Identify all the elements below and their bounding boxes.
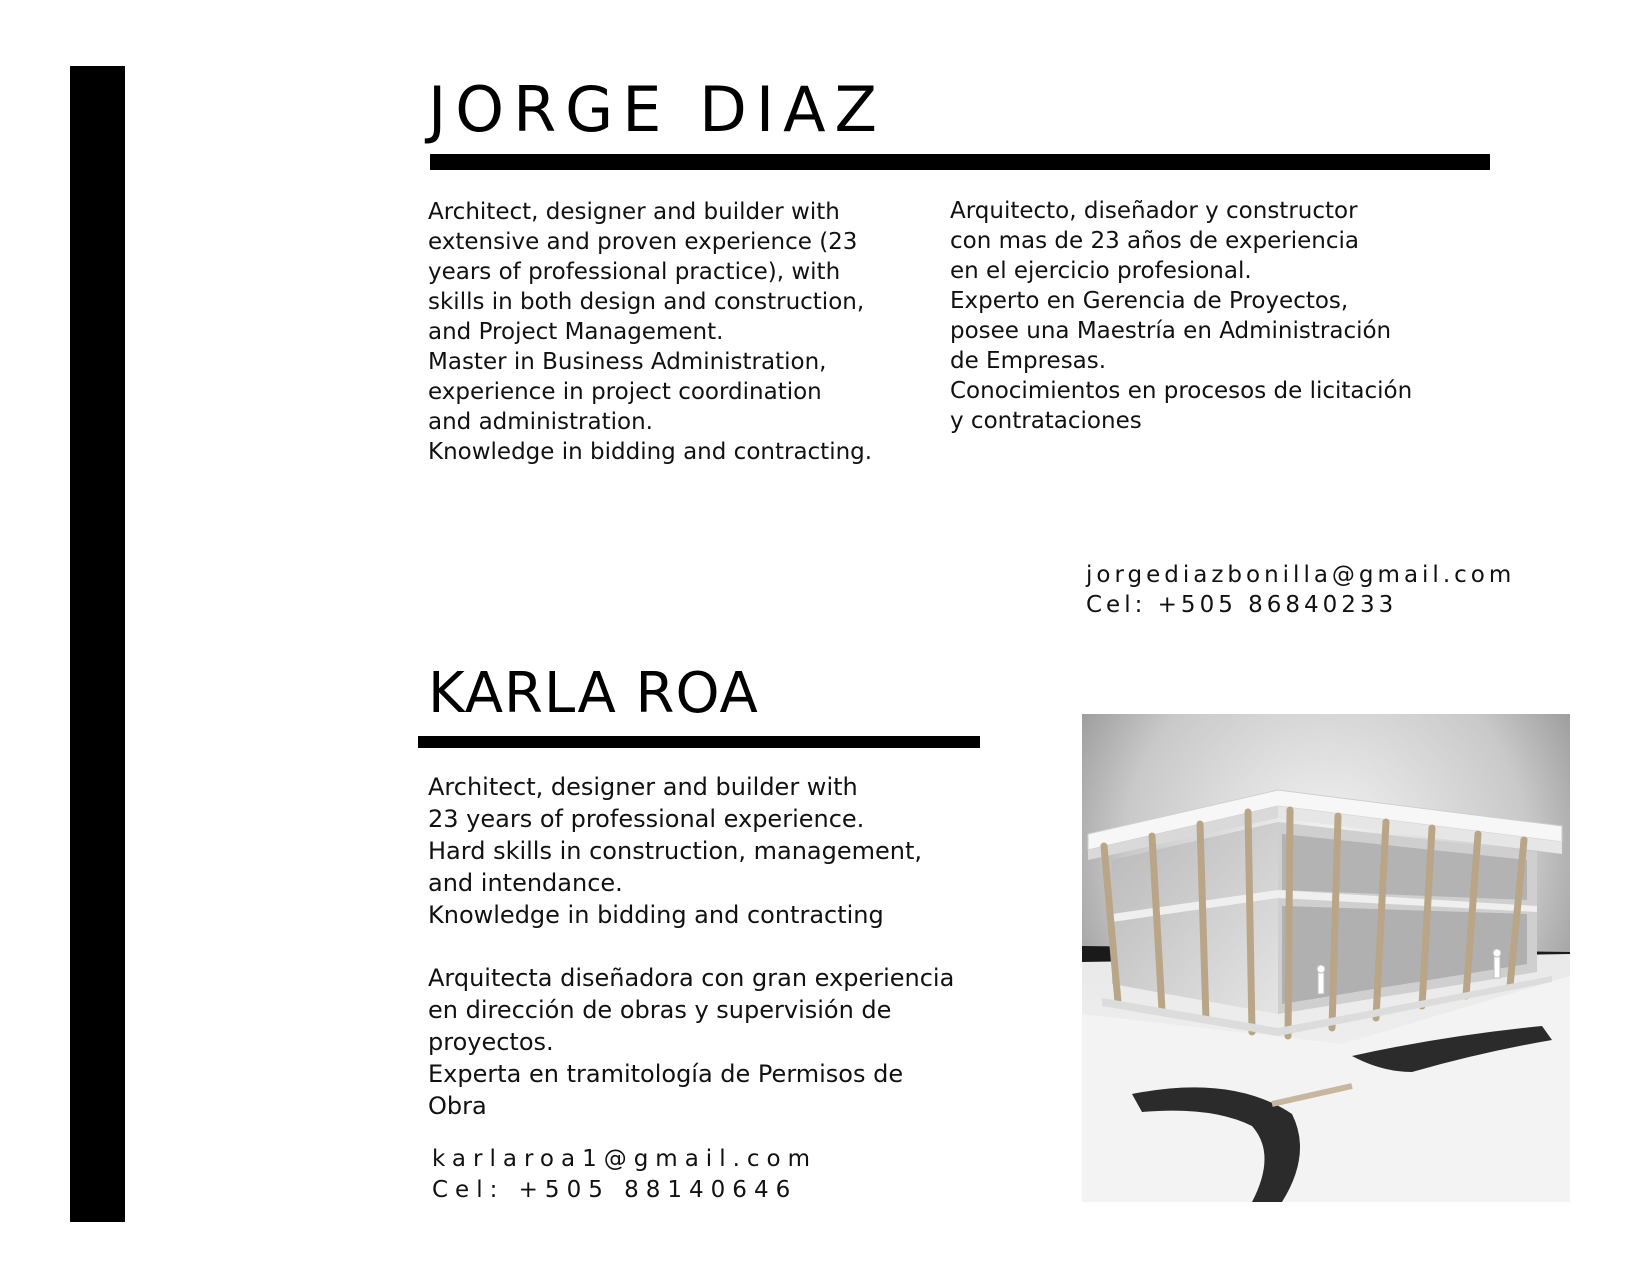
person1-bio-en [428, 197, 872, 467]
bio-line: en dirección de obras y supervisión de [428, 996, 892, 1024]
person2-phone: Cel: +505 88140646 [432, 1177, 798, 1203]
person1-email[interactable]: jorgediazbonilla@gmail.com [1086, 562, 1516, 588]
bio-line: proyectos. [428, 1028, 554, 1056]
bio-line: Arquitecto, diseñador y constructor [950, 198, 1358, 224]
bio-line: and intendance. [428, 869, 623, 897]
left-accent-bar [70, 66, 125, 1222]
bio-line: extensive and proven experience (23 [428, 229, 858, 255]
bio-line: y contrataciones [950, 408, 1142, 434]
bio-line: posee una Maestría en Administración [950, 318, 1392, 344]
bio-line: Architect, designer and builder with [428, 773, 858, 801]
bio-line: en el ejercicio profesional. [950, 258, 1252, 284]
bio-line: Architect, designer and builder with [428, 199, 840, 225]
bio-line: and Project Management. [428, 319, 724, 345]
person2-bio-es [428, 962, 954, 1122]
person1-divider [430, 154, 1490, 170]
bio-line: Hard skills in construction, management, [428, 837, 923, 865]
bio-line: 23 years of professional experience. [428, 805, 865, 833]
person2-email[interactable]: karlaroa1@gmail.com [432, 1146, 818, 1172]
bio-line: and administration. [428, 409, 653, 435]
person2-divider [418, 736, 980, 748]
bio-line: con mas de 23 años de experiencia [950, 228, 1359, 254]
bio-line: Arquitecta diseñadora con gran experiencia [428, 964, 955, 992]
bio-line: de Empresas. [950, 348, 1107, 374]
building-render-image [1082, 714, 1570, 1202]
bio-line: Knowledge in bidding and contracting. [428, 439, 873, 465]
bio-line: Master in Business Administration, [428, 349, 827, 375]
bio-line: Experta en tramitología de Permisos de [428, 1060, 904, 1088]
person1-contact [1086, 560, 1515, 620]
bio-line: experience in project coordination [428, 379, 822, 405]
bio-line: Obra [428, 1092, 487, 1120]
bio-line: skills in both design and construction, [428, 289, 865, 315]
building-render-svg [1082, 714, 1570, 1202]
bio-line: Conocimientos en procesos de licitación [950, 378, 1413, 404]
person2-name: KARLA ROA [428, 661, 759, 726]
bio-line: years of professional practice), with [428, 259, 841, 285]
person2-bio-en [428, 771, 922, 931]
person1-name: JORGE DIAZ [428, 73, 887, 146]
person1-phone: Cel: +505 86840233 [1086, 592, 1398, 618]
person2-contact [432, 1144, 817, 1206]
person1-bio-es [950, 196, 1412, 436]
bio-line: Experto en Gerencia de Proyectos, [950, 288, 1349, 314]
bio-line: Knowledge in bidding and contracting [428, 901, 884, 929]
